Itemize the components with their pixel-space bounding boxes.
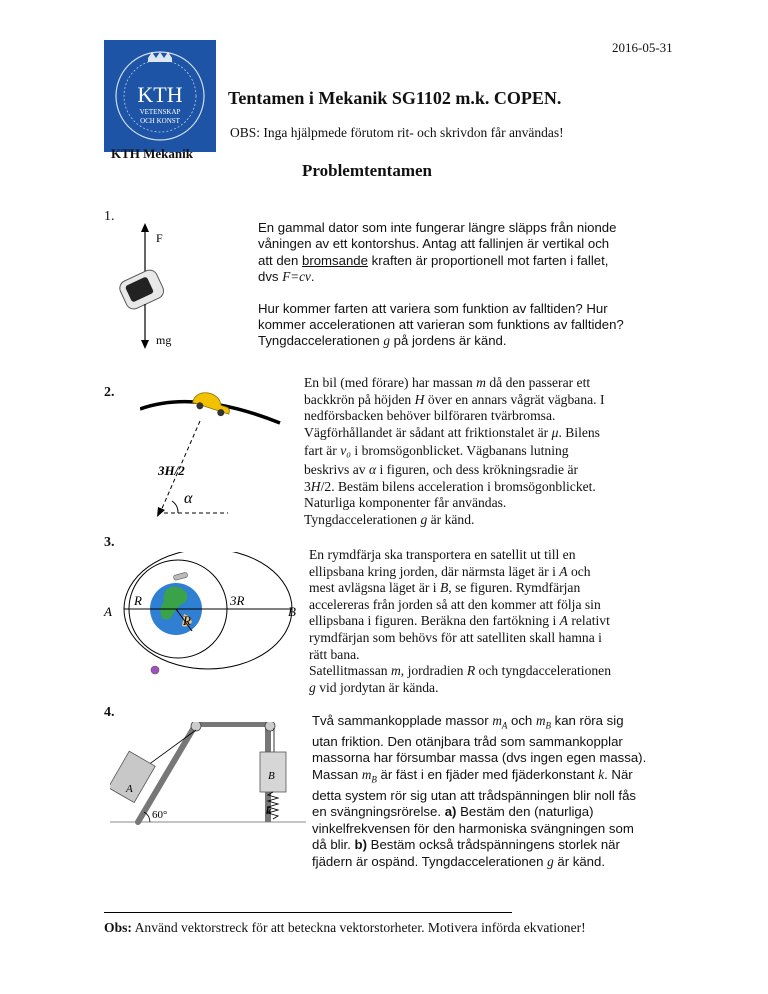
problem-2-figure — [140, 385, 300, 525]
mass-b-label: B — [268, 770, 275, 782]
radius-r-left-label: R — [134, 593, 142, 608]
mass-a-label: A — [126, 783, 133, 795]
problem-3-line: rymdfärjan som behövs för att satelliten skall hamna i — [309, 629, 602, 645]
text-run: är känd. — [427, 511, 475, 527]
text-run: Vägförhållandet är sådant att friktionstalet är — [304, 424, 552, 440]
footer-label: Obs: — [104, 920, 132, 935]
page-title: Tentamen i Mekanik SG1102 m.k. COPEN. — [228, 88, 562, 108]
problem-1-figure — [108, 222, 198, 352]
text-run: , jordradien — [400, 663, 467, 679]
obs-notice: OBS: Inga hjälpmede förutom rit- och skrivdon får användas! — [230, 125, 564, 140]
text-run: och — [567, 563, 591, 579]
text-run: . — [310, 269, 315, 285]
text-run: ellipsbana i figuren. Beräkna den fartökning i — [309, 613, 560, 629]
problem-1-line: våningen av ett kontorshus. Antag att fallinjen är vertikal och — [258, 236, 610, 252]
problem-2-line: nedförsbacken behöver bilföraren tvärbromsa. — [304, 408, 556, 424]
text-run: 3 — [304, 478, 311, 494]
problem-2-line — [304, 462, 684, 479]
angle-alpha-label: α — [184, 490, 193, 507]
problem-3-text — [309, 547, 689, 696]
problem-2-line — [304, 425, 684, 442]
force-f-label: F — [156, 231, 163, 245]
text-run: då blir. — [312, 837, 355, 853]
problem-3-line — [309, 564, 689, 581]
variable: μ — [551, 424, 559, 440]
logo-text-och-konst: OCH KONST — [140, 117, 180, 125]
text-run: fjädern är ospänd. Tyngdaccelerationen — [312, 853, 548, 869]
variable: k — [598, 766, 605, 782]
radius-3r-label: 3R — [230, 593, 245, 608]
text-run: , se figuren. Rymdfärjan — [448, 580, 581, 596]
text-run: en svängningsrörelse. — [312, 804, 445, 820]
problem-2-line — [304, 479, 684, 496]
department: KTH Mekanik — [111, 146, 193, 161]
radius-label: 3H/2 — [158, 463, 185, 478]
variable: H — [310, 478, 321, 494]
text-run: och tyngdaccelerationen — [475, 663, 612, 679]
text-run: kraften är proportionell mot farten i fallet, — [367, 252, 609, 268]
text-run: Bestäm den (naturliga) — [456, 804, 594, 820]
problem-1-line — [258, 253, 678, 269]
problem-2-number: 2. — [104, 385, 115, 400]
problem-4-line — [312, 854, 692, 870]
problem-3-figure — [100, 552, 300, 692]
problem-1-line — [258, 333, 678, 349]
text-run: att den — [258, 252, 302, 268]
text-run: . När — [604, 766, 633, 782]
text-run: kan röra sig — [550, 713, 624, 728]
text-run: Tyngdaccelerationen — [258, 333, 384, 349]
variable: g — [547, 853, 554, 869]
problem-1-number: 1. — [104, 209, 115, 224]
problem-4-number: 4. — [104, 705, 115, 720]
variable: g — [309, 679, 316, 695]
text-run: ellipsbana kring jorden, där närmsta läget är i — [309, 563, 560, 579]
date: 2016-05-31 — [612, 40, 673, 55]
radius-r-earth-label: R — [183, 613, 191, 628]
problem-4-figure — [110, 722, 306, 852]
problem-4-line — [312, 767, 692, 788]
variable: m — [476, 375, 486, 390]
footer-text: Använd vektorstreck för att beteckna vektorstorheter. Motivera införda ekvationer! — [131, 920, 586, 935]
problem-1-line: Hur kommer farten att variera som funktion av falltiden? Hur — [258, 300, 608, 316]
text-run: över en annars vågrät vägbana. I — [424, 391, 605, 407]
problem-3-line: rätt bana. — [309, 646, 360, 662]
problem-2-line — [304, 443, 684, 460]
text-run: relativt — [567, 613, 610, 629]
variable: B — [439, 580, 449, 596]
variable: $m_B$ — [535, 713, 551, 731]
problem-2-line: Naturliga komponenter får användas. — [304, 495, 507, 511]
problem-4-line — [312, 804, 692, 820]
point-b-label: B — [288, 604, 296, 619]
problem-4-line: vinkelfrekvensen för den harmoniska svängningen som — [312, 820, 634, 836]
text-run: då den passerar ett — [485, 375, 591, 390]
formula: F=cv — [282, 269, 311, 285]
problem-1-line: En gammal dator som inte fungerar längre släpps från nionde — [258, 220, 617, 235]
problem-1-line — [258, 269, 678, 285]
page-subtitle: Problemtentamen — [302, 161, 432, 180]
kth-logo — [104, 40, 216, 152]
text-run: vid jordytan är kända. — [315, 679, 439, 695]
variable: H — [414, 391, 425, 407]
footer-divider — [104, 912, 512, 913]
text-run: backkrön på höjden — [304, 391, 415, 407]
problem-4-line — [312, 713, 692, 734]
variable: m — [390, 663, 401, 679]
text-run: /2. Bestäm bilens acceleration i bromsögonblicket. — [320, 478, 596, 494]
problem-1-line: kommer accelerationen att varieran som funktions av falltiden? — [258, 317, 624, 333]
text-run: i bromsögonblicket. Vägbanans lutning — [351, 443, 569, 459]
text-run: Tyngdaccelerationen — [304, 511, 421, 527]
part-label: b) — [354, 837, 367, 853]
variable: A — [559, 563, 568, 579]
text-run: är känd. — [553, 853, 606, 869]
variable: g — [420, 511, 428, 527]
problem-3-number: 3. — [104, 535, 115, 550]
problem-3-line: En rymdfärja ska transportera en satellit ut till en — [309, 547, 576, 562]
problem-4-text — [312, 713, 692, 870]
text-run: fart är — [304, 443, 341, 459]
problem-4-line — [312, 837, 692, 853]
problem-2-text — [304, 375, 684, 528]
problem-4-line: detta system rör sig utan att trådspänningen blir noll fås — [312, 787, 637, 803]
text-run: . Bilens — [558, 424, 600, 440]
problem-3-line — [309, 663, 689, 680]
text-run: Två sammankopplade massor — [312, 713, 493, 728]
text-run: mest avlägsna läget är i — [309, 580, 440, 596]
text-run: dvs — [258, 269, 283, 285]
logo-text-vetenskap: VETENSKAP — [139, 108, 181, 116]
logo-text-kth: KTH — [137, 82, 183, 107]
variable: $m_A$ — [492, 713, 508, 731]
text-run: Massan — [312, 766, 362, 782]
variable: $m_B$ — [361, 766, 377, 785]
problem-3-line — [309, 680, 689, 697]
underlined-word: bromsande — [302, 252, 368, 268]
variable: α — [368, 461, 377, 477]
text-run: Satellitmassan — [309, 663, 391, 679]
text-run: på jordens är känd. — [389, 333, 507, 349]
variable: R — [466, 663, 476, 679]
text-run: och — [507, 713, 536, 728]
variable: v₀ — [340, 443, 351, 459]
problem-4-line: utan friktion. Den otänjbara tråd som sammankopplar — [312, 734, 623, 750]
point-a-label: A — [104, 604, 112, 619]
spring-k-label: k — [266, 805, 272, 817]
problem-2-line — [304, 375, 684, 392]
problem-2-line — [304, 512, 684, 529]
variable: g — [383, 333, 390, 349]
force-mg-label: mg — [156, 333, 172, 347]
angle-60-label: 60° — [152, 809, 168, 821]
footer-note — [104, 919, 664, 936]
problem-2-line — [304, 392, 684, 409]
problem-3-line — [309, 613, 689, 630]
problem-1-text — [258, 220, 678, 350]
text-run: i figuren, och dess krökningsradie är — [376, 461, 579, 477]
problem-3-line — [309, 580, 689, 597]
text-run: En bil (med förare) har massan — [304, 375, 477, 390]
text-run: beskrivs av — [304, 461, 369, 477]
variable: A — [559, 613, 568, 629]
problem-3-line: accelereras från jorden så att den kommer att följa sin — [309, 596, 601, 612]
problem-4-line: massorna har försumbar massa (dvs ingen egen massa). — [312, 750, 647, 766]
part-label: a) — [444, 804, 457, 820]
text-run: är fäst i en fjäder med fjäderkonstant — [376, 766, 599, 782]
text-run: Bestäm också trådspänningens storlek när — [366, 837, 620, 853]
